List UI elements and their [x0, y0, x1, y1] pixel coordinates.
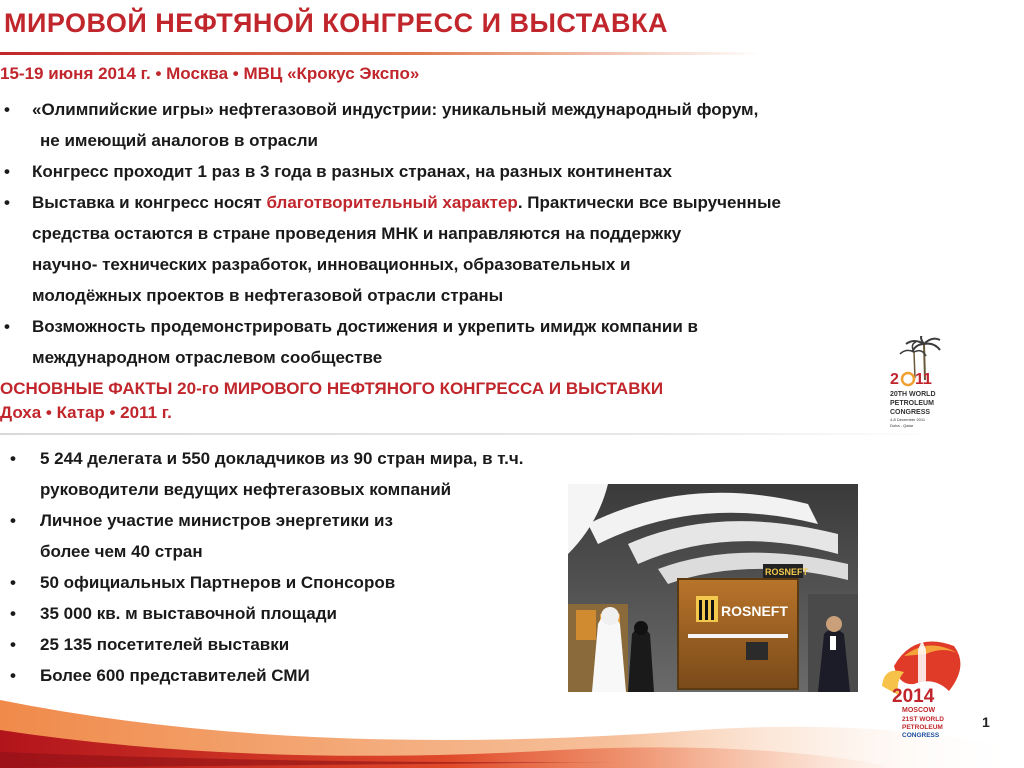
bullet-marker: •: [10, 573, 16, 592]
bullet-line: [32, 187, 930, 218]
rosneft-logo-icon: [696, 596, 718, 622]
bullet-marker: •: [10, 449, 16, 468]
bullet-line: Конгресс проходит 1 раз в 3 года в разных странах, на разных континентах: [32, 162, 672, 181]
wpc-2014-line3: CONGRESS: [902, 732, 940, 739]
fact-text: [40, 443, 560, 505]
wpc-2014-city: MOSCOW: [902, 707, 936, 714]
bullet-item: [0, 156, 930, 187]
wpc-2011-dates: 4-8 December 2011: [890, 417, 926, 422]
event-date-location: 15-19 июня 2014 г. • Москва • МВЦ «Крокус Экспо»: [0, 64, 420, 83]
fact-line: Более 600 представителей СМИ: [40, 666, 310, 685]
bullet-text-after: . Практически все вырученные: [517, 193, 781, 212]
bullet-line: Возможность продемонстрировать достижения и укрепить имидж компании в: [32, 317, 698, 336]
fact-line: 50 официальных Партнеров и Спонсоров: [40, 573, 396, 592]
wpc-2014-year: 2014: [892, 686, 935, 707]
wpc-2011-place: Doha - Qatar: [890, 423, 914, 428]
bullet-line: международном отраслевом сообществе: [32, 348, 383, 367]
bullet-marker: •: [10, 511, 16, 530]
booth-sign: ROSNEFT: [721, 603, 788, 619]
wpc-2011-line3: CONGRESS: [890, 409, 931, 416]
fact-text: [40, 629, 560, 660]
bullet-line: средства остаются в стране проведения МНК и направляются на поддержку: [32, 224, 682, 243]
fact-text: [40, 567, 560, 598]
highlight-text: благотворительный характер: [266, 193, 518, 212]
fact-line: 5 244 делегата и 550 докладчиков из 90 стран мира, в т.ч.: [40, 449, 524, 468]
fact-item: [0, 598, 560, 629]
bullet-marker: •: [4, 193, 10, 212]
fact-line: более чем 40 стран: [40, 542, 203, 561]
fact-item: [0, 443, 560, 505]
bullet-line: не имеющий аналогов в отрасли: [40, 131, 318, 150]
bullet-marker: •: [10, 635, 16, 654]
decorative-swoosh: [0, 690, 1024, 768]
bullet-text: [32, 94, 930, 156]
fact-item: [0, 629, 560, 660]
fact-text: [40, 598, 560, 629]
fact-item: [0, 567, 560, 598]
bullet-text: [32, 311, 930, 373]
section-divider: [0, 433, 940, 435]
facts-list: [0, 443, 560, 691]
bullet-line: «Олимпийские игры» нефтегазовой индустрии: уникальный международный форум,: [32, 100, 759, 119]
fact-item: [0, 505, 560, 567]
bullet-marker: •: [4, 162, 10, 181]
fact-text: [40, 505, 560, 567]
wpc-2014-line2: PETROLEUM: [902, 724, 943, 731]
bullet-marker: •: [10, 666, 16, 685]
fact-text: [40, 660, 560, 691]
wpc-2011-logo: [888, 336, 946, 432]
wpc-2011-line1: 20TH WORLD: [890, 391, 936, 398]
bullet-text-before: Выставка и конгресс носят: [32, 193, 267, 212]
bullet-text: [32, 187, 930, 311]
bullet-item: [0, 94, 930, 156]
exhibition-booth-photo: [568, 484, 858, 692]
facts-title: ОСНОВНЫЕ ФАКТЫ 20-го МИРОВОГО НЕФТЯНОГО КОНГРЕССА И ВЫСТАВКИ: [0, 379, 664, 398]
fact-item: [0, 660, 560, 691]
bullet-line: молодёжных проектов в нефтегазовой отрасли страны: [32, 286, 504, 305]
bullet-marker: •: [10, 604, 16, 623]
slide-title: МИРОВОЙ НЕФТЯНОЙ КОНГРЕСС И ВЫСТАВКА: [4, 8, 668, 38]
bullet-item: [0, 187, 930, 311]
fact-line: Личное участие министров энергетики из: [40, 511, 393, 530]
svg-text:11: 11: [915, 371, 932, 388]
bullet-line: научно- технических разработок, инновационных, образовательных и: [32, 255, 631, 274]
fact-line: руководители ведущих нефтегазовых компаний: [40, 480, 452, 499]
facts-heading: [0, 377, 663, 425]
title-underline: [0, 52, 760, 55]
svg-text:2: 2: [890, 371, 899, 388]
fact-line: 25 135 посетителей выставки: [40, 635, 290, 654]
fact-line: 35 000 кв. м выставочной площади: [40, 604, 337, 623]
booth-top-sign: ROSNEFT: [765, 567, 809, 577]
bullet-item: [0, 311, 930, 373]
wpc-2014-moscow-logo: [874, 636, 978, 744]
page-number: 1: [982, 714, 990, 730]
bullet-marker: •: [4, 100, 10, 119]
bullet-text: [32, 156, 930, 187]
bullet-list: [0, 94, 930, 373]
facts-subtitle: Доха • Катар • 2011 г.: [0, 403, 172, 422]
wpc-2011-line2: PETROLEUM: [890, 400, 934, 407]
wpc-2014-line1: 21ST WORLD: [902, 716, 944, 723]
bullet-marker: •: [4, 317, 10, 336]
